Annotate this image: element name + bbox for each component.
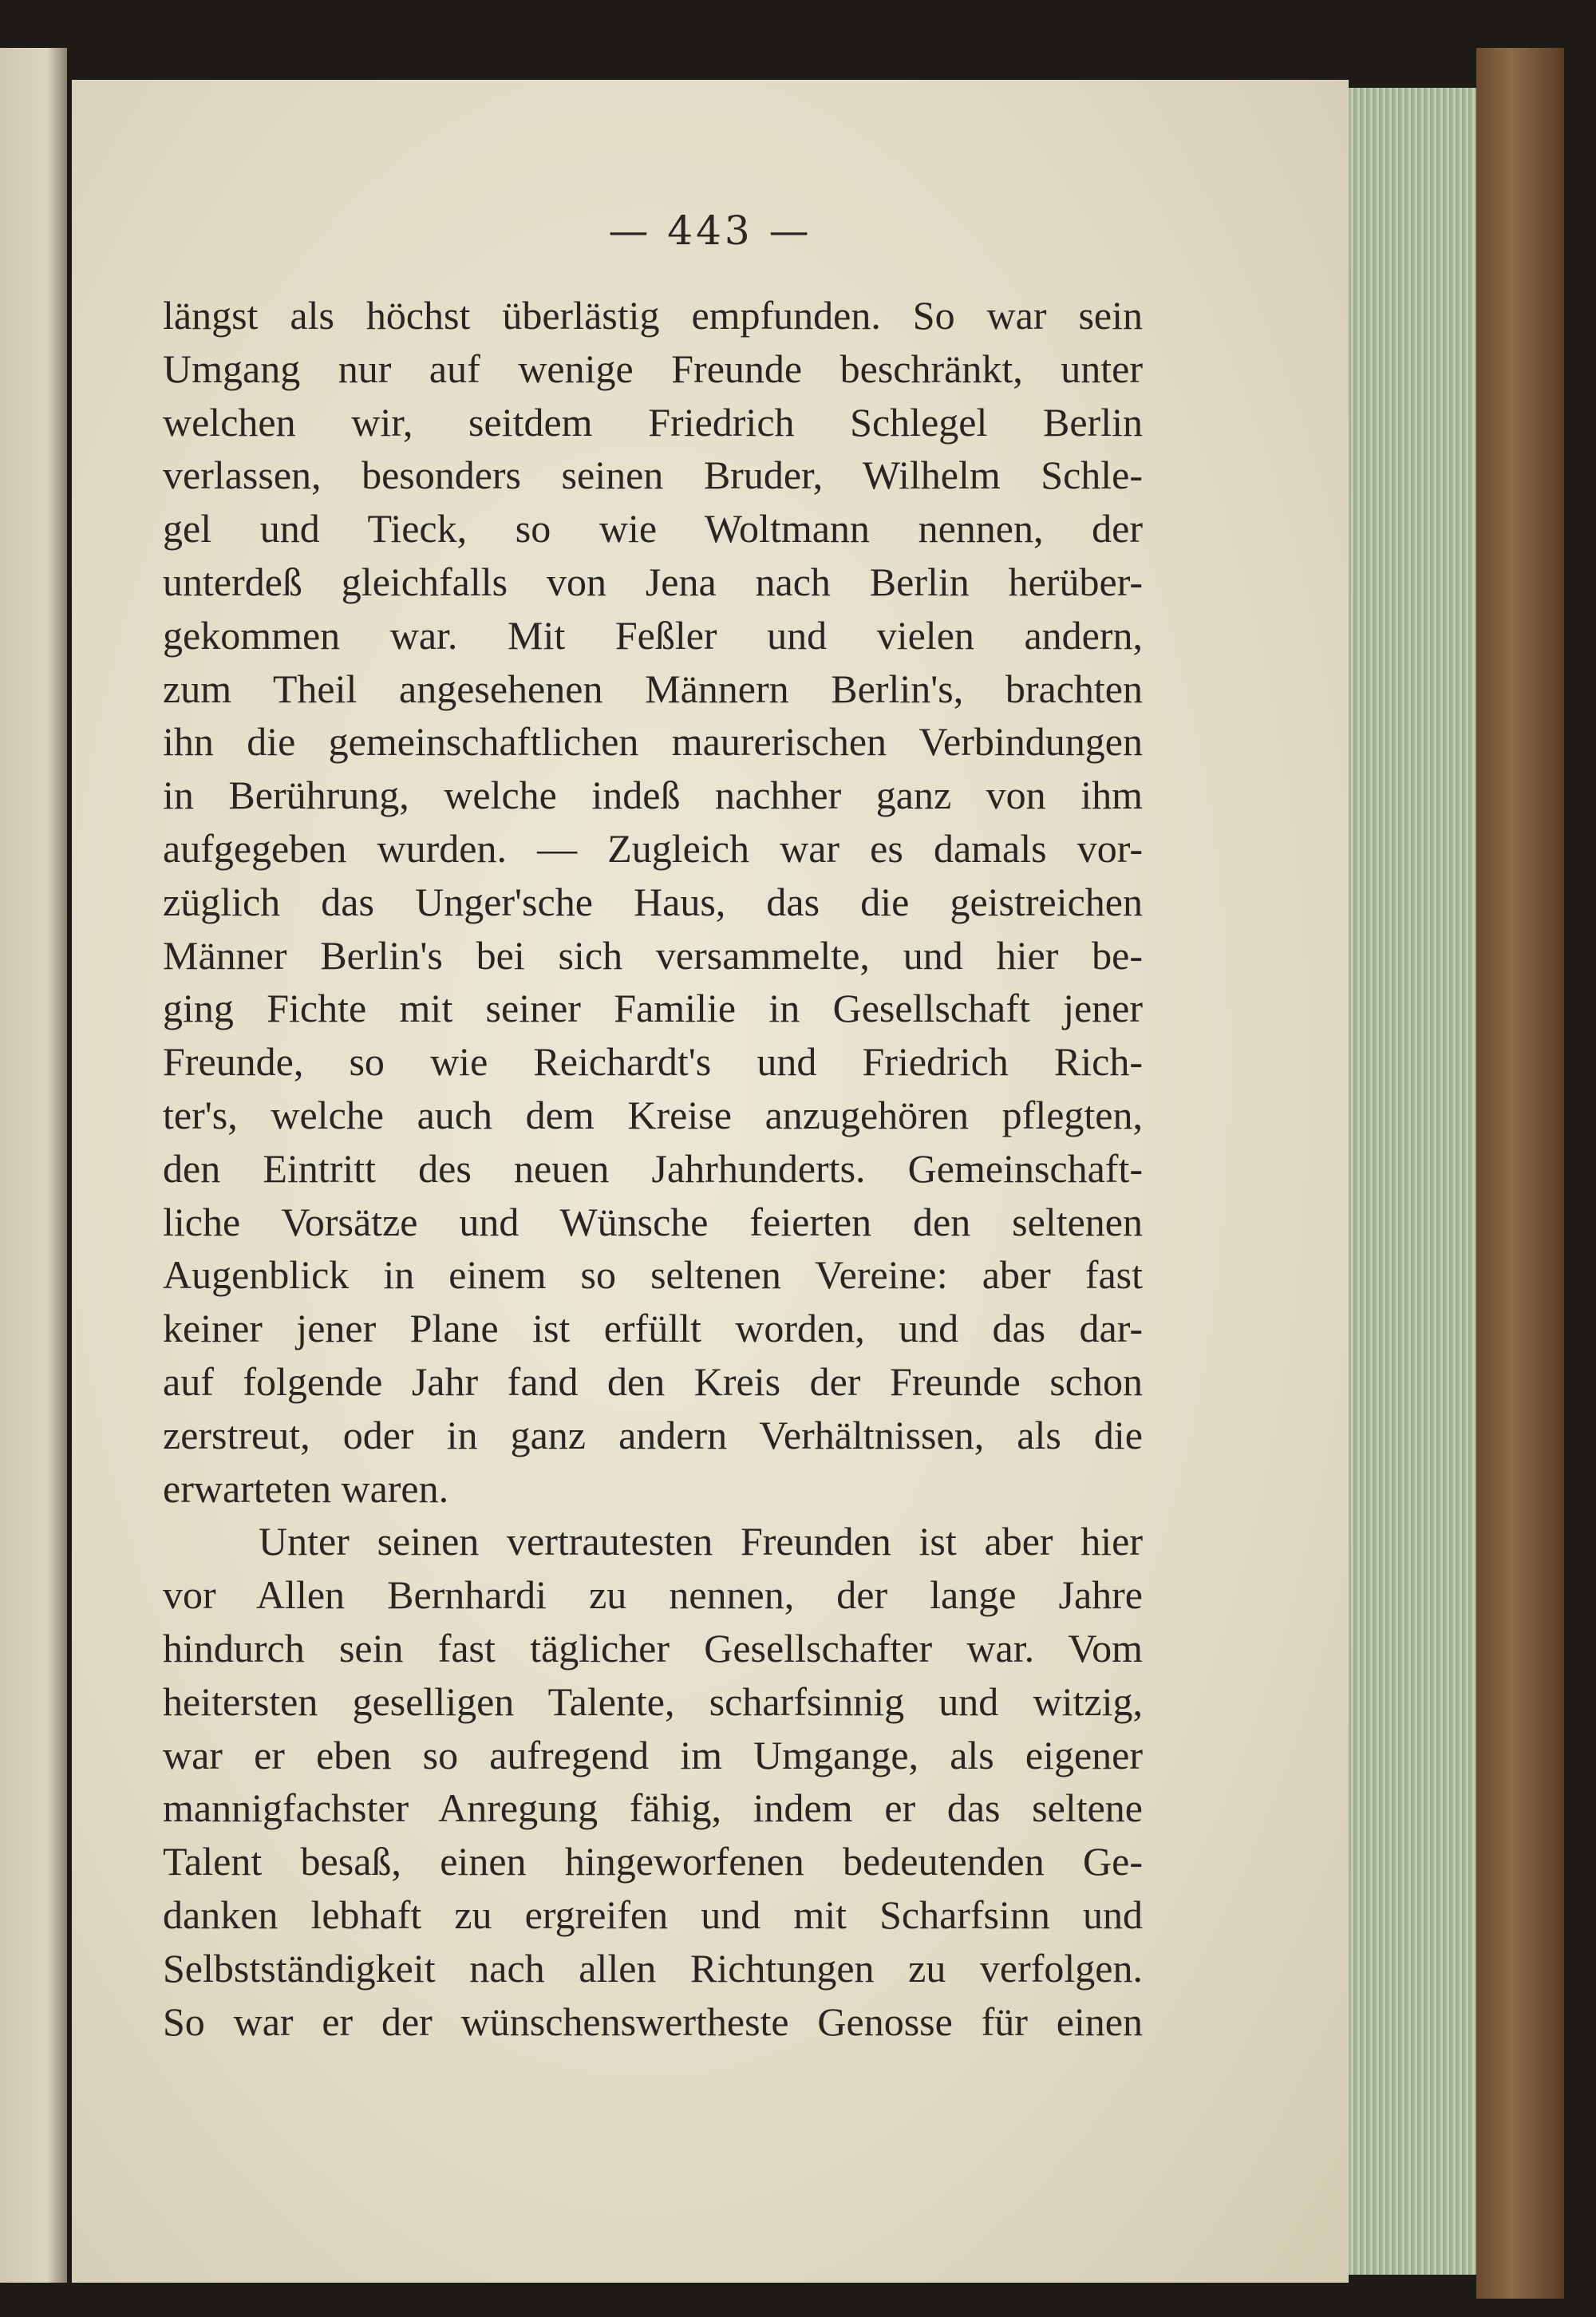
book-cover [1476,48,1564,2299]
text-line: Unter seinen vertrautesten Freunden ist aber hier [259,1519,1143,1564]
text-line: zum Theil angesehenen Männern Berlin's, brachten [163,666,1143,711]
text-line: Selbstständigkeit nach allen Richtungen zu verfolgen. [163,1945,1143,1991]
text-line: gel und Tieck, so wie Woltmann nennen, der [163,506,1143,552]
text-line: vor Allen Bernhardi zu nennen, der lange Jahre [163,1572,1143,1618]
text-line: war er eben so aufregend im Umgange, als eigener [163,1732,1143,1777]
text-line: Augenblick in einem so seltenen Vereine: aber fast [163,1252,1143,1298]
text-line: So war er der wünschenswertheste Genosse für einen [163,1999,1143,2044]
text-line: keiner jener Plane ist erfüllt worden, und das dar- [163,1306,1143,1351]
text-line: unterdeß gleichfalls von Jena nach Berlin herüber- [163,559,1143,604]
page-block-edges [1349,88,1476,2275]
text-line: mannigfachster Anregung fähig, indem er das seltene [163,1785,1143,1831]
text-line: ging Fichte mit seiner Familie in Gesellschaft jener [163,986,1143,1031]
text-line: Talent besaß, einen hingeworfenen bedeutenden Ge- [163,1839,1143,1884]
text-line: verlassen, besonders seinen Bruder, Wilhelm Schle- [163,453,1143,498]
facing-page-edge [0,48,67,2283]
body-text [163,289,1143,2048]
page-number: — 443 — [608,208,812,254]
text-line: welchen wir, seitdem Friedrich Schlegel Berlin [163,399,1143,445]
text-line: ter's, welche auch dem Kreise anzugehören pflegten, [163,1092,1143,1137]
text-line: längst als höchst überlästig empfunden. So war sein [163,293,1143,338]
text-line: ihn die gemeinschaftlichen maurerischen Verbindungen [163,719,1143,765]
text-line: danken lebhaft zu ergreifen und mit Scharfsinn und [163,1892,1143,1937]
text-line: Umgang nur auf wenige Freunde beschränkt, unter [163,346,1143,391]
text-line: züglich das Unger'sche Haus, das die geistreichen [163,879,1143,924]
text-line: liche Vorsätze und Wünsche feierten den seltenen [163,1199,1143,1244]
text-line: auf folgende Jahr fand den Kreis der Freunde schon [163,1358,1143,1404]
text-line: den Eintritt des neuen Jahrhunderts. Gemeinschaft- [163,1145,1143,1191]
text-line: zerstreut, oder in ganz andern Verhältnissen, als die [163,1412,1143,1457]
text-line: hindurch sein fast täglicher Gesellschafter war. Vom [163,1625,1143,1671]
book-page [72,80,1349,2283]
text-line: erwarteten waren. [163,1465,449,1511]
text-line: Männer Berlin's bei sich versammelte, und hier be- [163,932,1143,978]
text-line: Freunde, so wie Reichardt's und Friedrich Rich- [163,1039,1143,1085]
text-line: aufgegeben wurden. — Zugleich war es damals vor- [163,825,1143,871]
text-line: gekommen war. Mit Feßler und vielen andern, [163,612,1143,658]
text-line: heitersten geselligen Talente, scharfsinnig und witzig, [163,1678,1143,1724]
text-line: in Berührung, welche indeß nachher ganz von ihm [163,773,1143,818]
